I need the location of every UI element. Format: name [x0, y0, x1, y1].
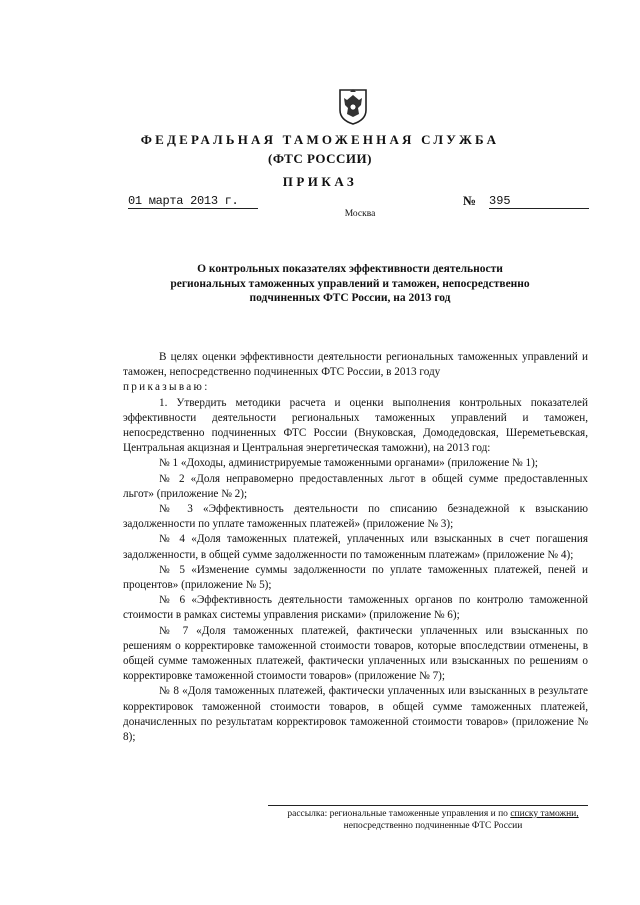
agency-name: ФЕДЕРАЛЬНАЯ ТАМОЖЕННАЯ СЛУЖБА	[140, 132, 500, 147]
indicator-5: № 5 «Изменение суммы задолженности по уплате таможенных платежей, пеней и процентов» (приложение № 5);	[123, 563, 588, 592]
indicator-7: № 7 «Доля таможенных платежей, фактически уплаченных или взысканных по решениям о корректировке таможенной стоимости товаров, которые впоследствии отменены, в общей сумме таможенных платежей, фактически уплаченных или взысканных по решениям о корректировке таможенной стоимости товаров» (приложение № 7);	[123, 624, 588, 683]
indicator-6: № 6 «Эффективность деятельности таможенных органов по контролю таможенной стоимости в рамках системы управления рисками» (приложение № 6);	[123, 594, 588, 622]
intro-paragraph: В целях оценки эффективности деятельности региональных таможенных управлений и таможен, непосредственно подчиненных ФТС России, в 2013 году	[123, 351, 588, 379]
indicator-3: № 3 «Эффективность деятельности по списанию безнадежной к взысканию задолженности по уплате таможенных платежей» (приложение № 3);	[123, 503, 588, 531]
order-number: 395	[489, 194, 589, 209]
distribution-link: списку таможни,	[510, 809, 579, 819]
distribution-list	[268, 808, 598, 832]
distribution-line-1: рассылка: региональные таможенные управления и по	[287, 809, 508, 819]
order-word: приказываю:	[123, 381, 210, 394]
document-subject: О контрольных показателях эффективности деятельности региональных таможенных управлений и таможен, непосредственно подчиненных ФТС России, на 2013 год	[170, 263, 530, 304]
agency-short-name: (ФТС РОССИИ)	[268, 151, 372, 166]
order-number-label: №	[463, 193, 477, 208]
footer-divider	[268, 805, 588, 806]
indicator-8: № 8 «Доля таможенных платежей, фактически уплаченных или взысканных в результате корректировок таможенной стоимости товаров, в общей сумме таможенных платежей, доначисленных по результатам корректировок таможенной стоимости товаров» (приложение № 8);	[123, 685, 588, 744]
distribution-line-2: непосредственно подчиненные ФТС России	[343, 821, 523, 831]
document-body	[123, 350, 588, 745]
item-1-paragraph: 1. Утвердить методики расчета и оценки выполнения контрольных показателей эффективности деятельности региональных таможенных управлений и таможен, непосредственно подчиненных ФТС России (Внуковская, Домодедовская, Шереметьевская, Центральная акцизная и Центральная энергетическая таможни), на 2013 год:	[123, 396, 588, 455]
document-type: ПРИКАЗ	[282, 174, 358, 189]
indicator-4: № 4 «Доля таможенных платежей, уплаченных или взысканных в счет погашения задолженности, в общей сумме задолженности по таможенным платежам» (приложение № 4);	[123, 533, 588, 561]
issue-city: Москва	[344, 209, 376, 219]
indicator-1: № 1 «Доходы, администрируемые таможенными органами» (приложение № 1);	[159, 457, 538, 470]
order-date: 01 марта 2013 г.	[128, 194, 258, 209]
indicator-2: № 2 «Доля неправомерно предоставленных льгот в общей сумме предоставленных льгот» (приложение № 2);	[123, 472, 588, 500]
russian-coat-of-arms-icon	[336, 86, 370, 126]
